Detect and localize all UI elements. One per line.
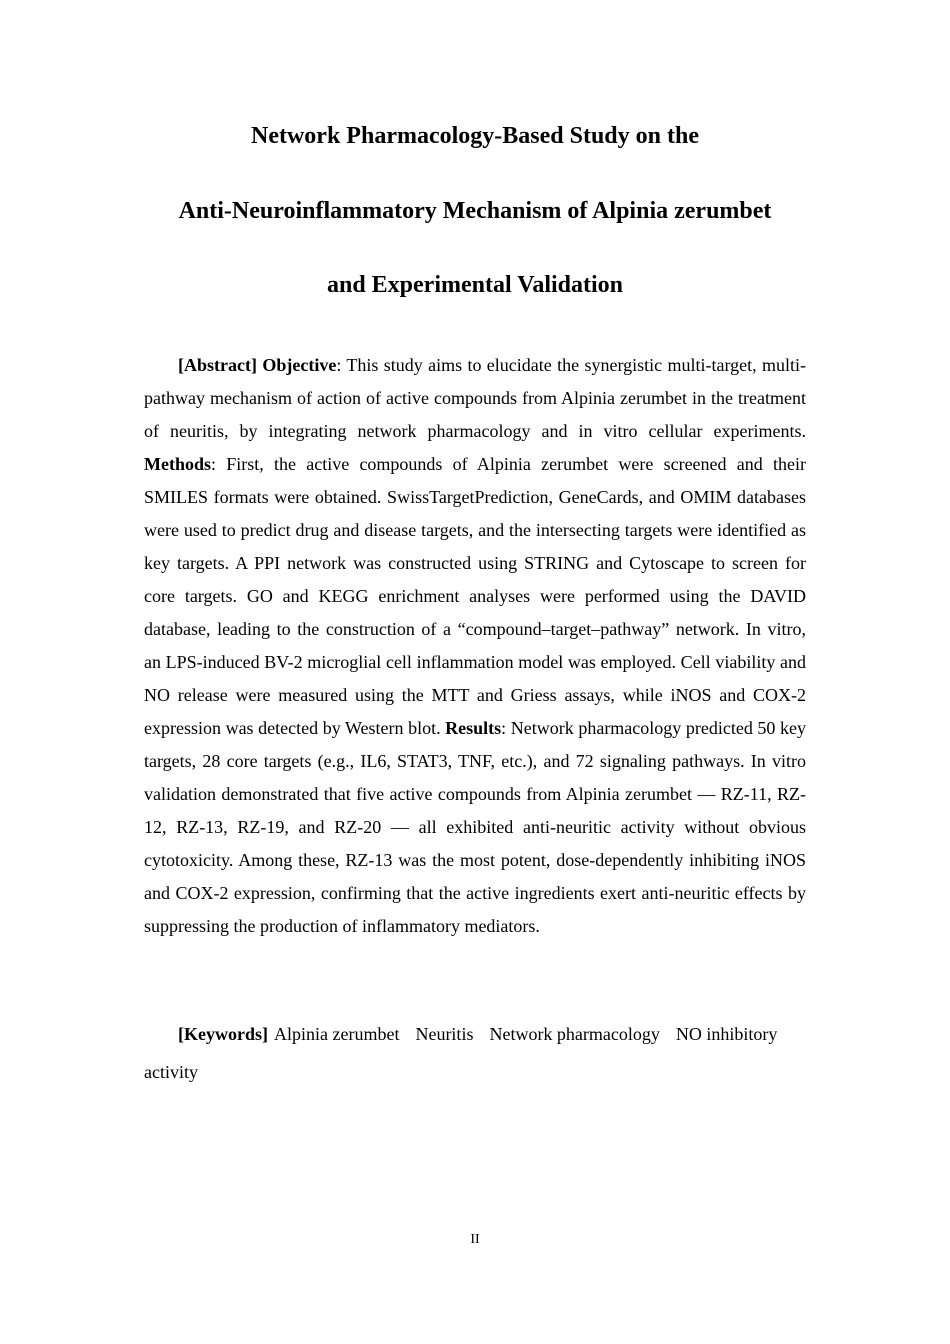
keywords-section	[144, 1015, 806, 1091]
objective-label: Objective	[262, 355, 337, 375]
results-label: Results	[445, 718, 502, 738]
abstract-paragraph	[144, 349, 806, 943]
page-number: II	[470, 1232, 480, 1247]
methods-label: Methods	[144, 454, 211, 474]
abstract-label: [Abstract]	[178, 355, 257, 375]
results-text: : Network pharmacology predicted 50 key targets, 28 core targets (e.g., IL6, STAT3, TNF, etc.), and 72 signaling pathways. In vitro validation demonstrated that five active compounds from Alpinia zerumbet — RZ-11, RZ-12, RZ-13, RZ-19, and RZ-20 — all exhibited anti-neuritic activity without obvious cytotoxicity. Among these, RZ-13 was the most potent, dose-dependently inhibiting iNOS and COX-2 expression, confirming that the active ingredients exert anti-neuritic effects by suppressing the production of inflammatory mediators.	[144, 718, 806, 936]
title-line: Anti-Neuroinflammatory Mechanism of Alpinia zerumbet	[178, 197, 772, 224]
keyword-item: NO inhibitory activity	[144, 1024, 778, 1082]
keyword-item: Neuritis	[415, 1024, 474, 1044]
title-line: Network Pharmacology-Based Study on the	[251, 123, 699, 149]
keywords-label: [Keywords]	[178, 1024, 268, 1044]
methods-text: : First, the active compounds of Alpinia zerumbet were screened and their SMILES formats were obtained. SwissTargetPrediction, GeneCards, and OMIM databases were used to predict drug and disease targets, and the intersecting targets were identified as key targets. A PPI network was constructed using STRING and Cytoscape to screen for core targets. GO and KEGG enrichment analyses were performed using the DAVID database, leading to the construction of a “compound–target–pathway” network. In vitro, an LPS-induced BV-2 microglial cell inflammation model was employed. Cell viability and NO release were measured using the MTT and Griess assays, while iNOS and COX-2 expression was detected by Western blot.	[144, 454, 806, 738]
keyword-item: Alpinia zerumbet	[273, 1024, 400, 1044]
paper-title	[0, 121, 950, 345]
title-line: and Experimental Validation	[326, 272, 624, 298]
objective-text: : This study aims to elucidate the synergistic multi-target, multi-pathway mechanism of action of active compounds from Alpinia zerumbet in the treatment of neuritis, by integrating network pharmacology and in vitro cellular experiments.	[144, 355, 807, 441]
keyword-item: Network pharmacology	[489, 1024, 660, 1044]
